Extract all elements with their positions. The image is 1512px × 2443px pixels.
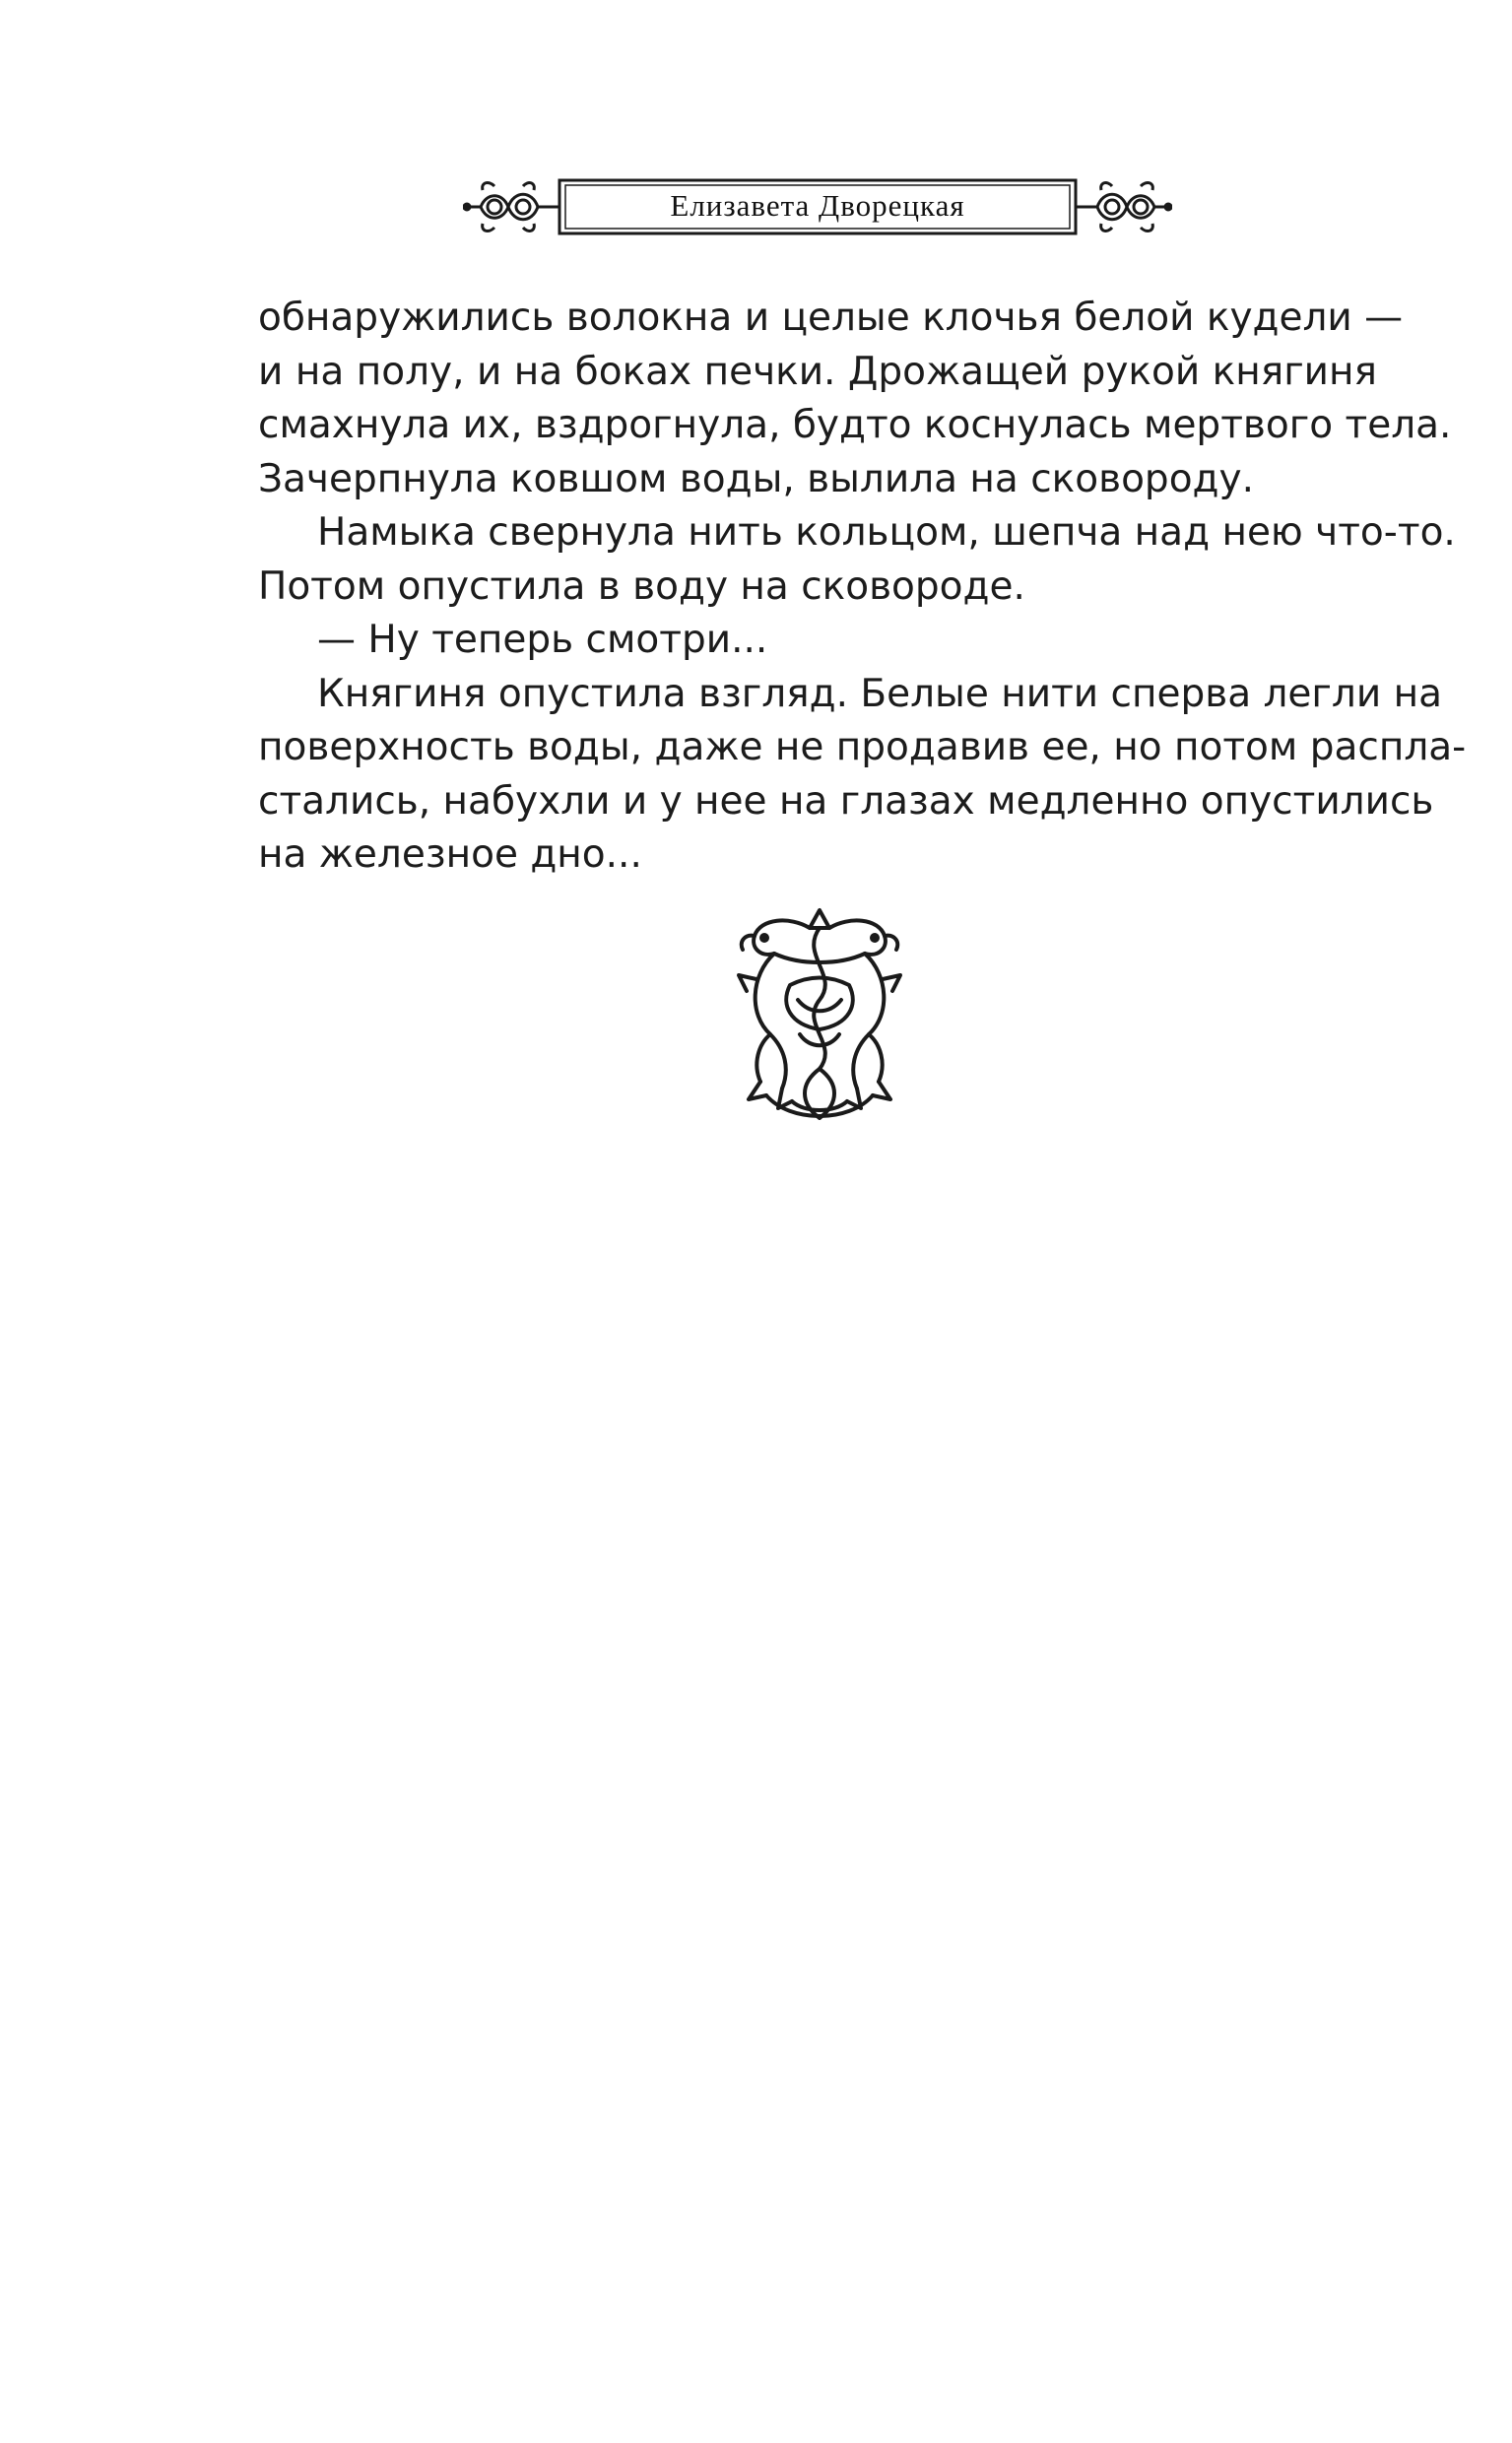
text-line: смахнула их, вздрогнула, будто коснулась мертвого тела. — [258, 403, 1452, 447]
text-line: Намыка свернула нить кольцом, шепча над нею что-то. — [317, 510, 1456, 555]
text-line: Потом опустила в воду на сковороде. — [258, 563, 1025, 609]
text-line: обнаружились волокна и целые клочья белой кудели — — [258, 296, 1404, 340]
text-line: стались, набухли и у нее на глазах медленно опустились — [258, 778, 1434, 824]
right-knot-icon — [1076, 183, 1171, 231]
text-line: — Ну теперь смотри... — [317, 618, 768, 662]
body-text — [258, 292, 1467, 883]
running-header-title: Елизавета Дворецкая — [670, 188, 965, 223]
text-line: Зачерпнула ковшом воды, вылила на сковороду. — [258, 456, 1254, 501]
text-line: поверхность воды, даже не продавив ее, но потом распла- — [258, 725, 1467, 769]
left-knot-icon — [464, 183, 559, 231]
text-line: на железное дно... — [258, 832, 642, 877]
text-line: и на полу, и на боках печки. Дрожащей рукой княгиня — [258, 349, 1377, 394]
text-line: Княгиня опустила взгляд. Белые нити сперва легли на — [317, 671, 1442, 716]
running-header — [463, 172, 1172, 241]
interlaced-beasts-vignette-icon — [731, 906, 908, 1128]
